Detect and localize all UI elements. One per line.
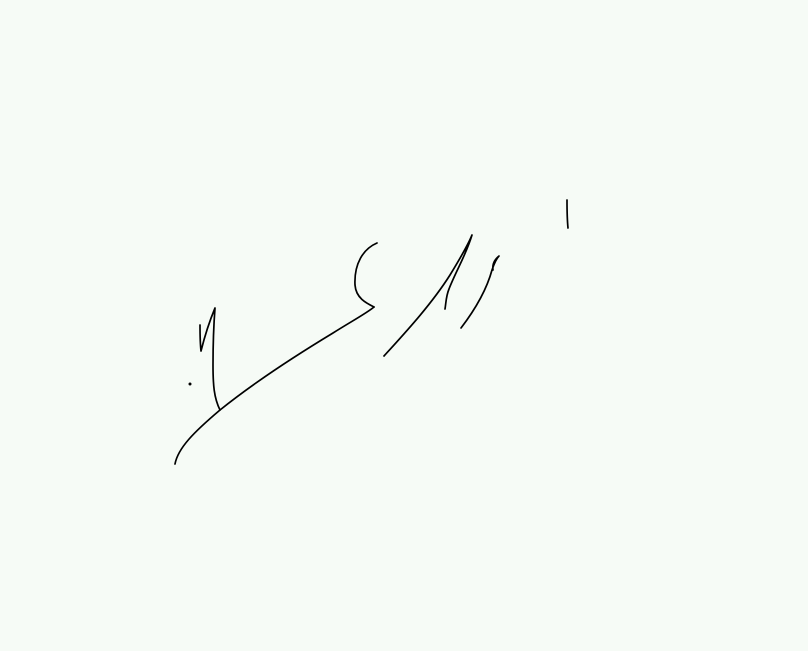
stroke-middle-diagonal: [384, 235, 472, 356]
stroke-right-diagonal: [461, 256, 499, 328]
ink-dot: [189, 383, 192, 386]
stroke-hook-top: [355, 243, 377, 307]
stroke-long-diagonal: [175, 307, 374, 464]
stroke-small-tick: [567, 200, 568, 228]
stroke-left-vertical: [200, 308, 220, 410]
